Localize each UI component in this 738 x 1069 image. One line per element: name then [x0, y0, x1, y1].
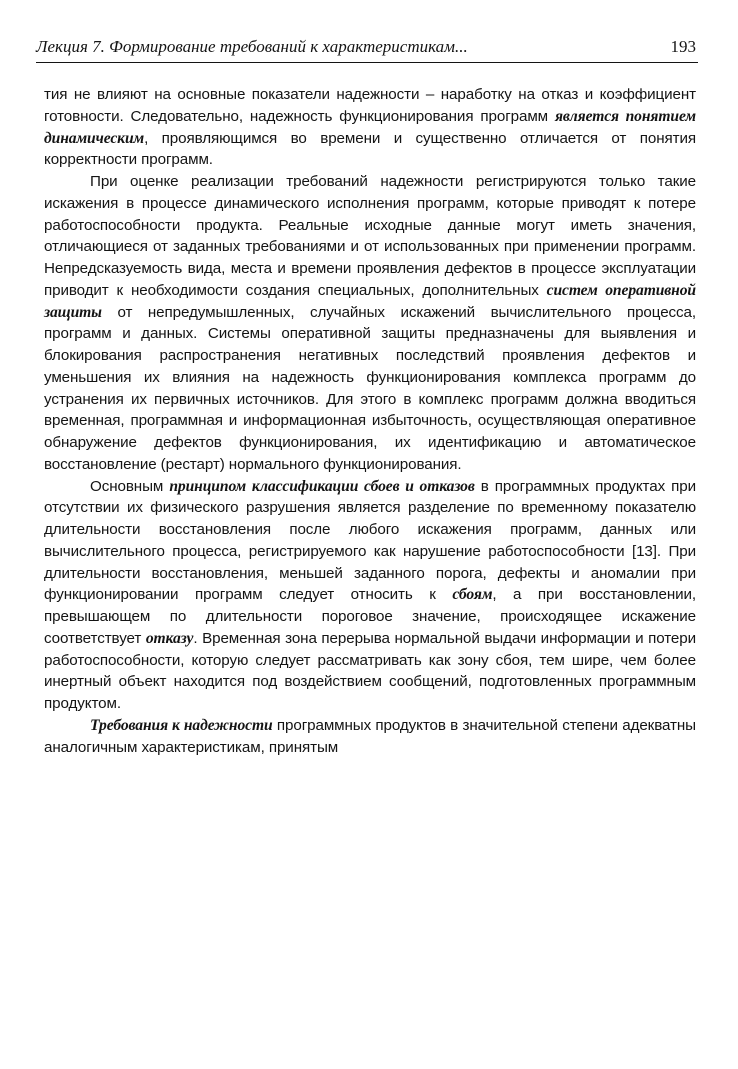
- emphasized-term: систем оперативной защиты: [44, 281, 697, 321]
- header-rule: [36, 62, 698, 63]
- page-number: 193: [670, 37, 696, 56]
- emphasized-term: сбоям: [452, 586, 493, 604]
- text-run: в программных продуктах при отсутствии их физического разрушения является разделение по временному показателю длительности восстановления после любого искажения программ, данных или вычислительного процесса, регистрируемого как нарушение работоспособности [13]. При длительности восстановления, меньшей заданного порога, дефекты и аномалии при функционировании программ следует относить к: [44, 477, 697, 604]
- running-title: Лекция 7. Формирование требований к характеристикам...: [36, 37, 468, 56]
- emphasized-term: является понятием динамическим: [44, 107, 696, 147]
- text-run: от непредумышленных, случайных искажений вычислительного процесса, программ и данных. Системы оперативной защиты предназначены для выявления и блокирования распространения негативных последствий проявления дефектов и уменьшения их влияния на надежность функционирования комплекса программ до устранения их первичных источников. Для этого в комплекс программ должна вводиться временная, программная и информационная избыточность, осуществляющая оперативное обнаружение дефектов функционирования, их идентификацию и автоматическое восстановление (рестарт) нормального функционирования.: [44, 303, 696, 473]
- emphasized-term: Требования к надежности: [90, 716, 273, 734]
- text-run: программных продуктов в значительной степени адекватны аналогичным характеристикам, принятым: [44, 716, 696, 756]
- body-text: [44, 84, 696, 758]
- text-run: При оценке реализации требований надежности регистрируются только такие искажения в процессе динамического исполнения программ, которые приводят к потере работоспособности продукта. Реальные исходные данные могут иметь значения, отличающиеся от заданных требованиями и от использованных при применении программ. Непредсказуемость вида, места и времени проявления дефектов в процессе эксплуатации приводит к необходимости создания специальных, дополнительных: [44, 173, 696, 299]
- text-run: тия не влияют на основные показатели надежности – наработку на отказ и коэффициент готовности. Следовательно, надежность функционирования программ: [44, 86, 696, 125]
- emphasized-term: принципом классификации сбоев и отказов: [169, 477, 475, 495]
- text-run: , проявляющимся во времени и существенно отличается от понятия корректности программ.: [44, 129, 696, 169]
- page-header: [36, 36, 696, 60]
- emphasized-term: отказу: [145, 629, 194, 647]
- text-run: Основным: [90, 477, 170, 495]
- paragraph: [44, 476, 696, 715]
- paragraph: [44, 171, 696, 476]
- text-run: , а при восстановлении, превышающем по длительности пороговое значение, происходящее искажение соответствует: [44, 586, 696, 647]
- paragraph: [44, 715, 696, 759]
- paragraph: [44, 84, 696, 171]
- text-run: . Временная зона перерыва нормальной выдачи информации и потери работоспособности, которую следует рассматривать как зону сбоя, тем шире, чем более инертный объект находится под воздействием сообщений, подготовленных программным продуктом.: [44, 629, 696, 712]
